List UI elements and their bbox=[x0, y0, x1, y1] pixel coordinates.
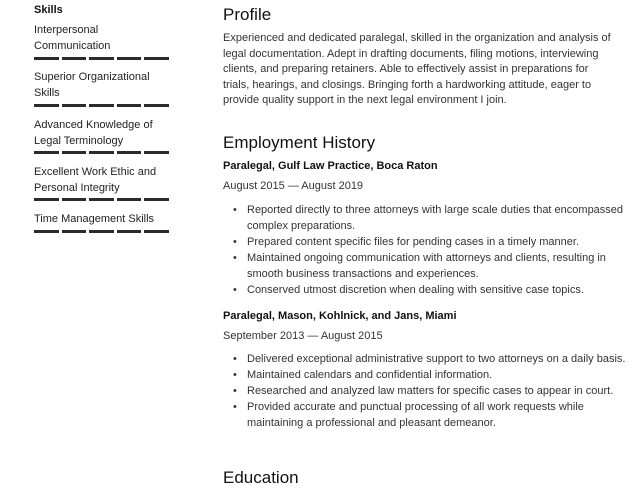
skill-level-bar bbox=[34, 151, 169, 154]
skills-heading: Skills bbox=[34, 4, 63, 16]
skill-level-bar bbox=[34, 104, 169, 107]
skill-label: Advanced Knowledge of Legal Terminology bbox=[34, 119, 153, 147]
list-item: • Provided accurate and punctual processing of all work requests while maintaining a professional and pleasant demeanor. bbox=[247, 399, 637, 431]
education-heading: Education bbox=[223, 468, 299, 487]
profile-heading: Profile bbox=[223, 5, 272, 24]
job-duties-list bbox=[223, 202, 637, 298]
list-item: • Maintained calendars and confidential information. bbox=[247, 367, 637, 383]
list-item: • Maintained ongoing communication with attorneys and clients, resulting in smooth business transactions and experiences. bbox=[247, 250, 637, 282]
skill-item bbox=[34, 164, 174, 196]
skill-level-bar bbox=[34, 57, 169, 60]
employment-heading: Employment History bbox=[223, 133, 376, 152]
skill-level-bar bbox=[34, 230, 169, 233]
skill-label: Time Management Skills bbox=[34, 213, 155, 225]
skill-label: Superior Organizational Skills bbox=[34, 71, 150, 99]
job-title: Paralegal, Mason, Kohlnick, and Jans, Miami bbox=[223, 310, 457, 322]
list-item: • Delivered exceptional administrative support to two attorneys on a daily basis. bbox=[247, 351, 637, 367]
skill-item bbox=[34, 69, 174, 101]
job-dates: August 2015 — August 2019 bbox=[223, 180, 364, 192]
skill-item bbox=[34, 211, 174, 227]
skill-item bbox=[34, 117, 174, 149]
skill-item bbox=[34, 22, 174, 54]
skill-level-bar bbox=[34, 198, 169, 201]
job-dates: September 2013 — August 2015 bbox=[223, 330, 383, 342]
list-item: • Conserved utmost discretion when dealing with sensitive case topics. bbox=[247, 282, 637, 298]
skill-label: Interpersonal Communication bbox=[34, 24, 111, 52]
list-item: • Researched and analyzed law matters for specific cases to appear in court. bbox=[247, 383, 637, 399]
list-item: • Prepared content specific files for pending cases in a timely manner. bbox=[247, 234, 637, 250]
skill-label: Excellent Work Ethic and Personal Integrity bbox=[34, 166, 157, 194]
list-item: • Reported directly to three attorneys with large scale duties that encompassed complex preparations. bbox=[247, 202, 637, 234]
job-duties-list bbox=[223, 351, 637, 431]
job-title: Paralegal, Gulf Law Practice, Boca Raton bbox=[223, 160, 438, 172]
profile-summary: Experienced and dedicated paralegal, skilled in the organization and analysis of legal documentation. Adept in drafting documents, filing motions, interviewing clients, and preparing retainers. Able to effectively assist in preparations for trials, hearings, and closings. Bringing forth a hardworking attitude, eager to provide quality support in the next legal environment I join. bbox=[223, 32, 611, 107]
